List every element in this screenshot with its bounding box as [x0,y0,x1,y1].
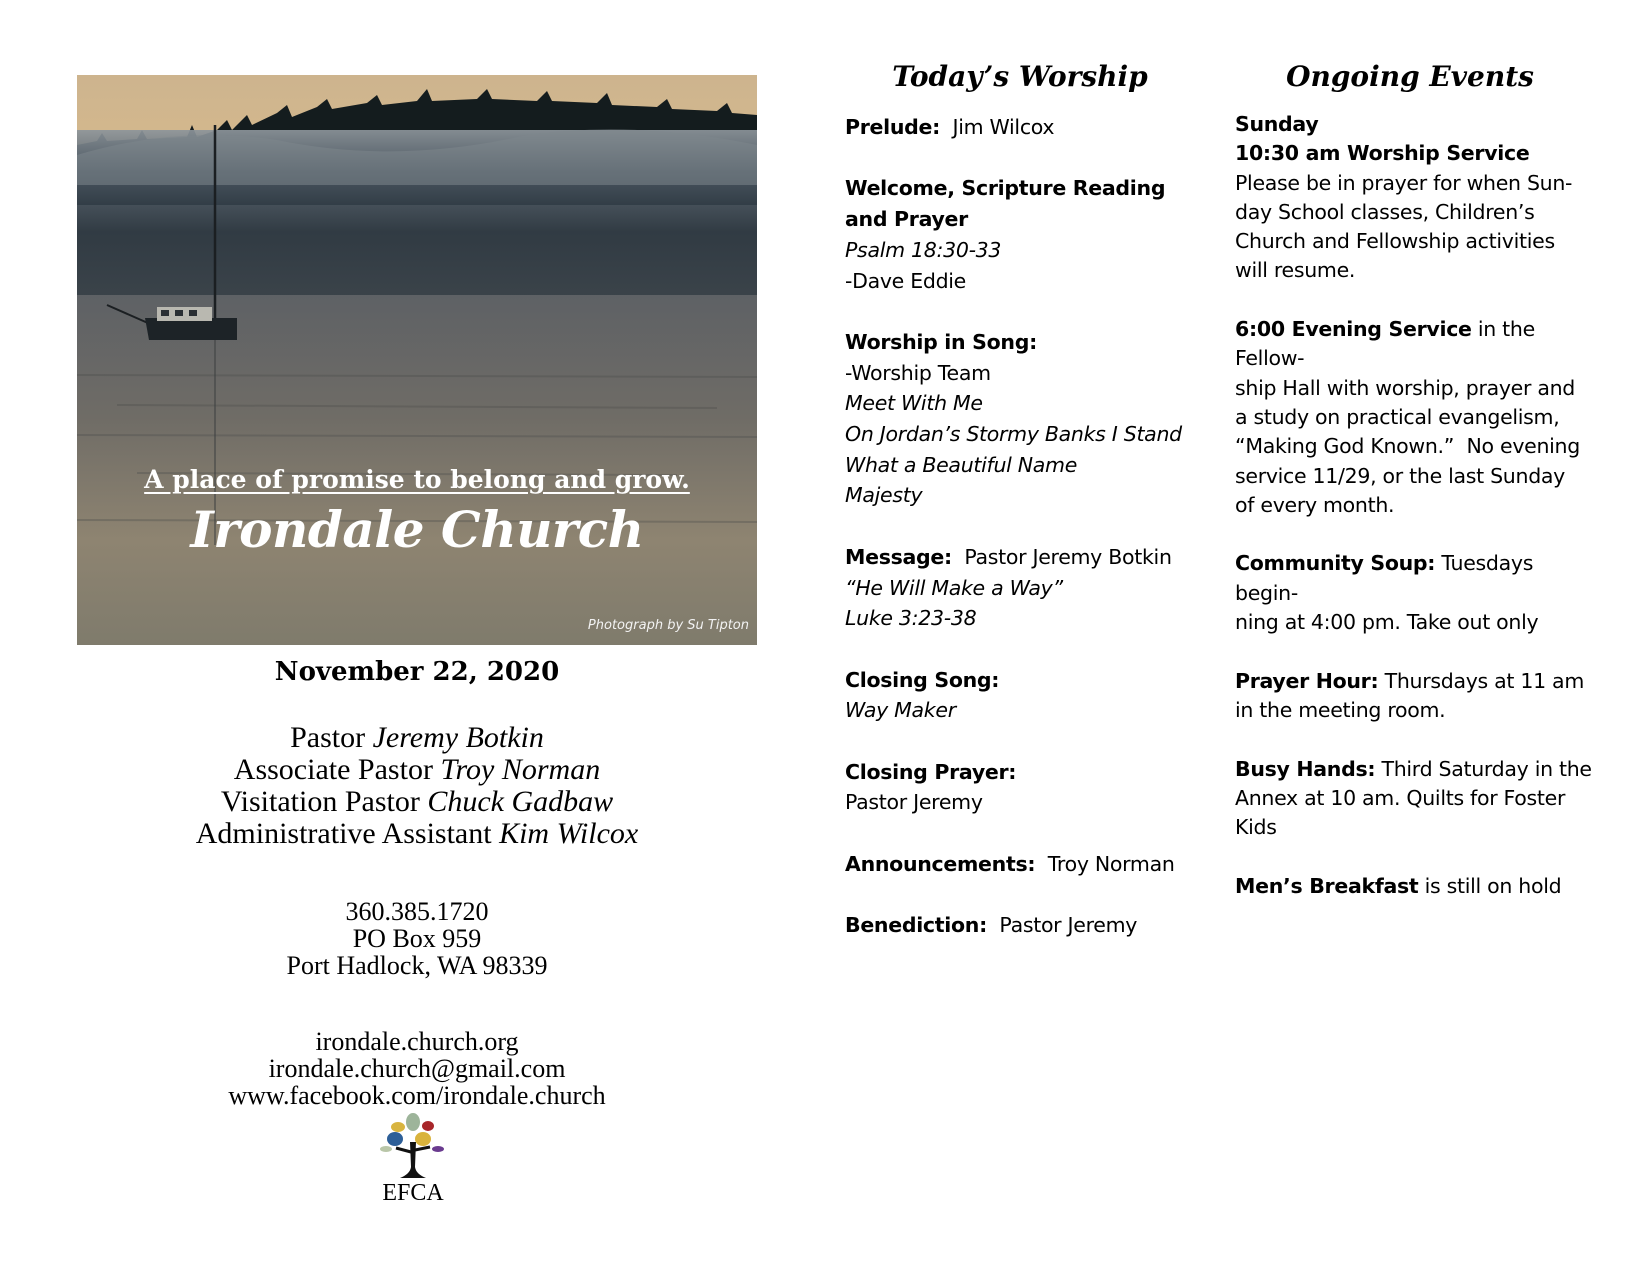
event-text-line: Church and Fellowship activities [1235,229,1555,254]
mens-label: Men’s Breakfast [1235,873,1419,898]
event-text-line: day School classes, Children’s [1235,199,1535,224]
staff-name: Kim Wilcox [499,817,639,850]
message-item [845,542,1205,634]
staff-line [77,786,757,818]
worship-song-item [845,327,1205,511]
event-text-line: “Making God Known.” No evening [1235,434,1580,459]
mens-breakfast-event [1235,872,1595,901]
closing-prayer-value: Pastor Jeremy [845,790,983,815]
welcome-scripture: Psalm 18:30-33 [845,237,1002,262]
event-text-line: Third Saturday in the [1375,756,1592,781]
prayer-hour-event [1235,667,1595,726]
benediction-label: Benediction: [845,913,987,938]
song-leader: -Worship Team [845,360,991,385]
service-date: November 22, 2020 [274,657,560,687]
song-title: Meet With Me [845,391,983,416]
announcements-label: Announcements: [845,851,1036,876]
evening-label: 6:00 Evening Service [1235,317,1472,342]
staff-name: Troy Norman [440,753,601,786]
sunday-label: Sunday [1235,112,1319,136]
cover-photo [77,75,757,645]
photo-credit: Photograph by Su Tipton [587,618,749,633]
sunday-event [1235,110,1595,286]
staff-line [77,754,757,786]
busy-hands-event [1235,755,1595,843]
ongoing-events-heading: Ongoing Events [1286,60,1534,93]
event-text-line: in the meeting room. [1235,697,1446,722]
tagline-text: A place of promise to belong and grow. [144,465,690,494]
busy-label: Busy Hands: [1235,756,1376,781]
benediction-value: Pastor Jeremy [999,913,1138,938]
prayer-label: Prayer Hour: [1235,668,1379,693]
phone-number: 360.385.1720 [345,897,489,926]
facebook-link[interactable]: www.facebook.com/irondale.church [228,1081,606,1110]
po-box: PO Box 959 [352,924,482,953]
event-text-line: in the Fellow- [1235,317,1535,371]
event-text-line: ning at 4:00 pm. Take out only [1235,610,1539,635]
staff-role: Administrative Assistant [195,817,492,850]
event-text-line: Tuesdays begin- [1235,551,1534,605]
welcome-label: Welcome, Scripture Reading and Prayer [845,176,1166,232]
website-link[interactable]: irondale.church.org [315,1027,519,1056]
event-text-line: will resume. [1235,258,1356,283]
event-text-line: Thursdays at 11 am [1378,668,1584,693]
closing-prayer-label: Closing Prayer: [845,759,1017,784]
staff-name: Jeremy Botkin [372,721,544,754]
evening-service-event [1235,315,1595,520]
closing-song-title: Way Maker [845,698,956,723]
contact-block [77,898,757,979]
song-title: On Jordan’s Stormy Banks I Stand [845,422,1182,446]
staff-line [77,818,757,850]
todays-worship-heading: Today’s Worship [892,60,1148,93]
event-text-line: ship Hall with worship, prayer and [1235,375,1576,400]
song-title: Majesty [845,483,923,508]
staff-name: Chuck Gadbaw [427,785,614,818]
staff-role: Visitation Pastor [220,785,420,818]
staff-line [77,722,757,754]
staff-role: Pastor [290,721,366,754]
prelude-value: Jim Wilcox [952,115,1055,139]
closing-song-label: Closing Song: [845,667,1000,692]
event-text-line: of every month. [1235,492,1395,517]
event-text-line: is still on hold [1418,873,1562,898]
staff-list [77,722,757,850]
announcements-value: Troy Norman [1047,851,1175,876]
song-label: Worship in Song: [845,329,1037,354]
message-speaker: Pastor Jeremy Botkin [964,544,1172,569]
event-text-line: Kids [1235,815,1277,840]
worship-order [845,112,1205,941]
web-block [77,1028,757,1109]
benediction-item [845,910,1205,941]
prelude-label: Prelude: [845,115,941,139]
welcome-item [845,173,1205,296]
lake-fog-boat-image [77,75,757,645]
welcome-reader: -Dave Eddie [845,268,966,293]
event-text-line: Please be in prayer for when Sun- [1235,170,1573,195]
closing-song-item [845,665,1205,726]
message-label: Message: [845,544,952,569]
event-text-line: Annex at 10 am. Quilts for Foster [1235,785,1566,810]
announcements-item [845,849,1205,880]
song-title: What a Beautiful Name [845,452,1078,477]
soup-label: Community Soup: [1235,551,1436,576]
events-list [1235,110,1595,901]
message-scripture: Luke 3:23-38 [845,606,977,631]
tagline [77,465,757,494]
closing-prayer-item [845,757,1205,818]
event-text-line: service 11/29, or the last Sunday [1235,463,1566,488]
prelude-item [845,112,1205,143]
efca-logo-text: EFCA [382,1180,444,1206]
staff-role: Associate Pastor [233,753,433,786]
church-name: Irondale Church [190,500,644,559]
email-link[interactable]: irondale.church@gmail.com [268,1054,566,1083]
community-soup-event [1235,549,1595,637]
service-label: 10:30 am Worship Service [1235,141,1530,166]
message-title: “He Will Make a Way” [845,575,1063,600]
city-address: Port Hadlock, WA 98339 [286,951,548,980]
event-text-line: a study on practical evangelism, [1235,404,1560,429]
